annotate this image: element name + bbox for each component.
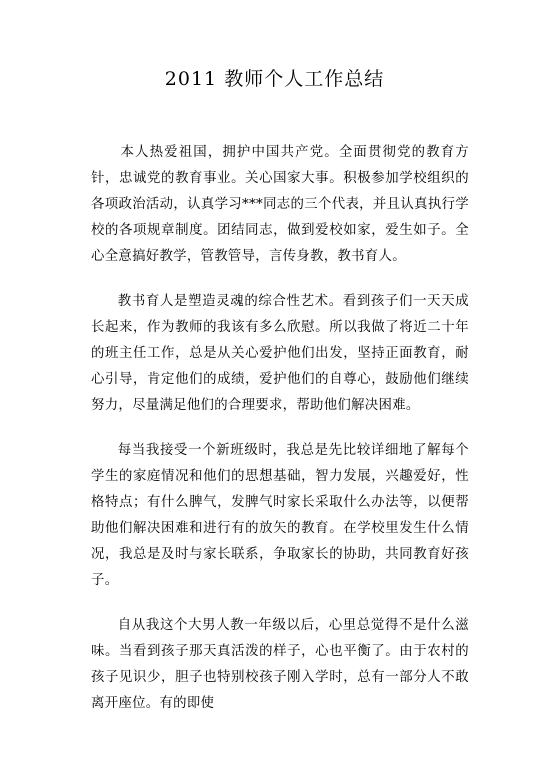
paragraph-2: 教书育人是塑造灵魂的综合性艺术。看到孩子们一天天成长起来，作为教师的我该有多么欣慰。所以我做了将近二十年的班主任工作，总是从关心爱护他们出发，坚持正面教育，耐心引导，肯定他们的成绩，爱护他们的自尊心，鼓励他们继续努力，尽量满足他们的合理要求，帮助他们解决困难。 xyxy=(91,294,469,413)
paragraph-4: 自从我这个大男人教一年级以后，心里总觉得不是什么滋味。当看到孩子那天真活泼的样子，心也平衡了。由于农村的孩子见识少，胆子也特别校孩子刚入学时，总有一部分人不敢离开座位。有的即使 xyxy=(91,618,469,711)
document-title: 2011 教师个人工作总结 xyxy=(164,68,385,90)
paragraph-1: 本人热爱祖国，拥护中国共产党。全面贯彻党的教育方针，忠诚党的教育事业。关心国家大事。积极参加学校组织的各项政治活动，认真学习***同志的三个代表，并且认真执行学校的各项规章制度。团结同志，做到爱校如家，爱生如子。全心全意搞好教学，管教管导，言传身教，教书育人。 xyxy=(91,145,469,264)
paragraph-3: 每当我接受一个新班级时，我总是先比较详细地了解每个学生的家庭情况和他们的思想基础，智力发展，兴趣爱好，性格特点；有什么脾气，发脾气时家长采取什么办法等，以便帮助他们解决困难和进行有的放矢的教育。在学校里发生什么情况，我总是及时与家长联系，争取家长的协助，共同教育好孩子。 xyxy=(91,443,469,588)
document-body xyxy=(91,140,469,736)
